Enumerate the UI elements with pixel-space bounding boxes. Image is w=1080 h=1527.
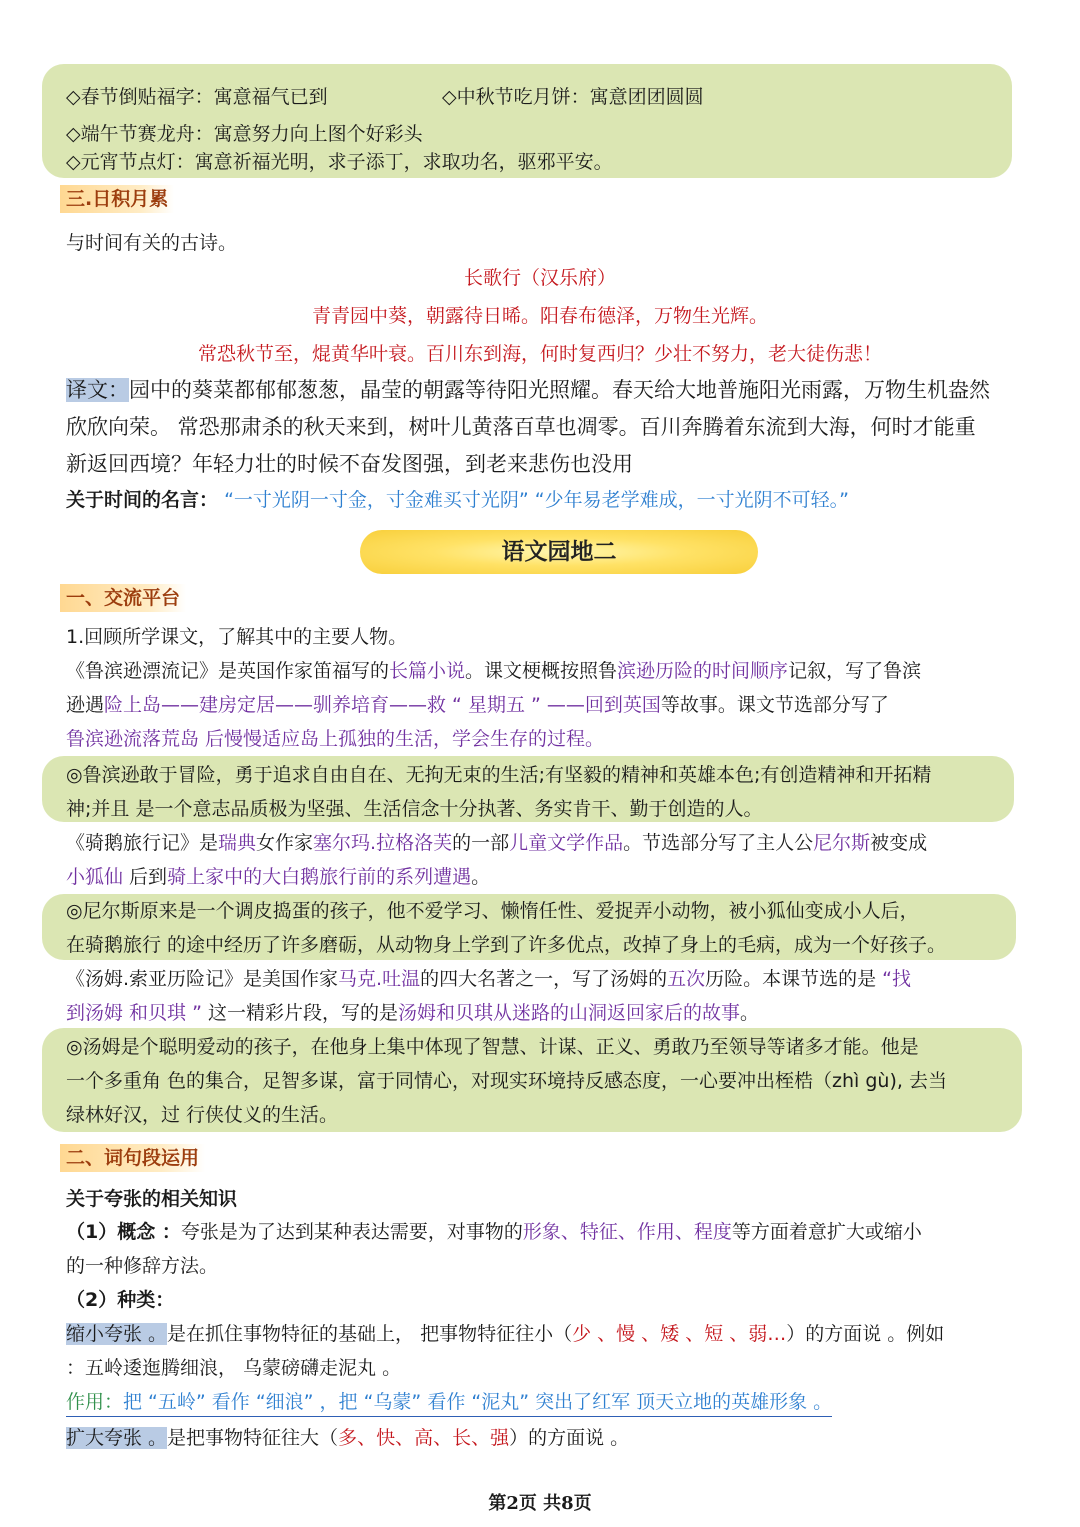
tom-author: 马克.吐温 — [338, 968, 421, 990]
concept-line-2: 的一种修辞方法。 — [66, 1255, 219, 1277]
shrink-line-2: ：五岭逶迤腾细浪， 乌蒙磅礴走泥丸 。 — [66, 1357, 402, 1379]
nils-fairy: 小狐仙 — [66, 866, 124, 888]
nils-text: 后到 — [123, 866, 168, 888]
concept-aspects: 形象、特征、作用、程度 — [522, 1221, 732, 1243]
section-title: 语文园地二 — [360, 530, 758, 574]
tom-text: 《汤姆.索亚历险记》是美国作家 — [66, 968, 339, 990]
quote-label: 关于时间的名言： — [66, 489, 219, 511]
quote-1: “一寸光阴一寸金，寸金难买寸光阴” — [224, 489, 529, 511]
tom-text: 历险。本课节选的是 — [705, 968, 883, 990]
effect-text: 把 “五岭” 看作 “细浪” ，把 “乌蒙” 看作 “泥丸” 突出了红军 顶天立地的英雄形象 。 — [123, 1391, 833, 1413]
translation-line-3: 新返回西境？年轻力壮的时候不奋发图强，到老来悲伤也没用 — [66, 452, 633, 476]
types-label: （2）种类： — [66, 1289, 175, 1311]
expand-text: ）的方面说 。 — [509, 1427, 630, 1449]
poem-line-2: 常恐秋节至，焜黄华叶衰。百川东到海，何时复西归？少壮不努力，老大徒伤悲！ — [197, 343, 882, 365]
page-number: 第2页 共8页 — [488, 1493, 592, 1514]
nils-box-line-2: 在骑鹅旅行 的途中经历了许多磨砺，从动物身上学到了许多优点，改掉了身上的毛病，成为一个好孩子。 — [66, 934, 947, 956]
poem-intro: 与时间有关的古诗。 — [66, 232, 238, 254]
tom-box-line-2: 一个多重角 色的集合，足智多谋，富于同情心，对现实环境持反感态度，一心要冲出桎梏（zhì gù), 去当 — [66, 1070, 947, 1092]
translation-line-2: 欣欣向荣。 常恐那肃杀的秋天来到，树叶儿黄落百草也凋零。百川奔腾着东流到大海，何时才能重 — [66, 415, 976, 439]
poem-title: 长歌行（汉乐府） — [463, 267, 616, 289]
poem-line-1: 青青园中葵，朝露待日晞。阳春布德泽，万物生光辉。 — [311, 305, 768, 327]
nils-text: 。 — [471, 866, 491, 888]
robinson-box-line-1: ◎鲁滨逊敢于冒险，勇于追求自由自在、无拘无束的生活;有坚毅的精神和英雄本色;有创造精神和开拓精 — [66, 764, 932, 786]
concept-line-1 — [66, 1219, 922, 1245]
time-quotes — [66, 487, 849, 513]
tom-text: 这一精彩片段，写的是 — [201, 1002, 398, 1024]
exchange-item-1: 1.回顾所学课文，了解其中的主要人物。 — [66, 626, 408, 648]
shrink-text: ）的方面说 。例如 — [786, 1323, 945, 1345]
translation-line-1 — [66, 377, 990, 403]
shrink-label: 缩小夸张 。 — [66, 1323, 168, 1345]
heading-usage: 二、词句段运用 — [60, 1144, 205, 1172]
nils-text: 被变成 — [870, 832, 928, 854]
tom-box-line-3: 绿林好汉，过 行侠仗义的生活。 — [66, 1104, 339, 1126]
tom-count: 五次 — [667, 968, 706, 990]
festival-spring: ◇春节倒贴福字：寓意福气已到 — [66, 86, 328, 108]
nils-line-1 — [66, 830, 927, 856]
nils-name: 尼尔斯 — [813, 832, 871, 854]
shrink-text: 是在抓住事物特征的基础上， 把事物特征往小（ — [167, 1323, 573, 1345]
robinson-box-line-2: 神;并且 是一个意志品质极为坚强、生活信念十分执著、务实肯干、勤于创造的人。 — [66, 798, 763, 820]
heading-exchange: 一、交流平台 — [60, 584, 186, 612]
quote-2: “少年易老学难成，一寸光阴不可轻。” — [534, 489, 849, 511]
concept-text: 夸张是为了达到某种表达需要，对事物的 — [180, 1221, 523, 1243]
robinson-text: 《鲁滨逊漂流记》是英国作家笛福写的 — [66, 660, 390, 682]
nils-line-2 — [66, 864, 490, 890]
tom-line-2 — [66, 1000, 759, 1026]
concept-label: （1）概念 ： — [66, 1221, 181, 1243]
expand-examples: 多、快、高、长、强 — [338, 1427, 510, 1449]
expand-text: 是把事物特征往大（ — [167, 1427, 339, 1449]
nils-author: 塞尔玛.拉格洛芙 — [313, 832, 453, 854]
robinson-text: 记叙，写了鲁滨 — [788, 660, 922, 682]
tom-title-end: 到汤姆 和贝琪 ” — [66, 1002, 202, 1024]
tom-text: 的四大名著之一，写了汤姆的 — [420, 968, 668, 990]
robinson-line-1 — [66, 658, 921, 684]
nils-country: 瑞典 — [218, 832, 257, 854]
heading-accumulation: 三.日积月累 — [60, 185, 174, 213]
nils-text: 女作家 — [256, 832, 314, 854]
nils-text: 的一部 — [452, 832, 510, 854]
tom-plot: 汤姆和贝琪从迷路的山洞返回家后的故事 — [397, 1002, 740, 1024]
expand-line — [66, 1425, 629, 1451]
festival-lantern: ◇元宵节点灯：寓意祈福光明，求子添丁，求取功名，驱邪平安。 — [66, 151, 613, 173]
tom-line-1 — [66, 966, 911, 992]
hyperbole-subtitle: 关于夸张的相关知识 — [66, 1188, 238, 1210]
tom-box-line-1: ◎汤姆是个聪明爱动的孩子，在他身上集中体现了智慧、计谋、正义、勇敢乃至领导等诸多才能。他是 — [66, 1036, 919, 1058]
robinson-line-2 — [66, 692, 889, 718]
nils-box-line-1: ◎尼尔斯原来是一个调皮捣蛋的孩子，他不爱学习、懒惰任性、爱捉弄小动物，被小狐仙变成小人后， — [66, 900, 919, 922]
robinson-text: 。课文梗概按照鲁 — [465, 660, 618, 682]
robinson-text: 逊遇 — [66, 694, 105, 716]
translation-text-1: 园中的葵菜都郁郁葱葱，晶莹的朝露等待阳光照耀。春天给大地普施阳光雨露，万物生机盎然 — [129, 378, 990, 402]
festival-dragonboat: ◇端午节赛龙舟：寓意努力向上图个好彩头 — [66, 123, 423, 145]
robinson-order: 滨逊历险的时间顺序 — [617, 660, 789, 682]
festival-midautumn: ◇中秋节吃月饼：寓意团团圆圆 — [442, 86, 704, 108]
translation-label: 译文： — [66, 378, 129, 402]
expand-label: 扩大夸张 。 — [66, 1427, 168, 1449]
nils-genre: 儿童文学作品 — [509, 832, 624, 854]
nils-text: 。节选部分写了主人公 — [623, 832, 814, 854]
nils-plot: 骑上家中的大白鹅旅行前的系列遭遇 — [167, 866, 472, 888]
effect-line — [66, 1389, 832, 1417]
robinson-genre: 长篇小说 — [389, 660, 466, 682]
nils-text: 《骑鹅旅行记》是 — [66, 832, 219, 854]
shrink-examples: 少 、慢 、矮 、短 、弱… — [572, 1323, 787, 1345]
tom-text: 。 — [740, 1002, 760, 1024]
effect-label: 作用： — [66, 1391, 124, 1413]
robinson-plot: 险上岛——建房定居——驯养培育——救 “ 星期五 ” ——回到英国 — [104, 694, 661, 716]
concept-text: 等方面着意扩大或缩小 — [731, 1221, 922, 1243]
robinson-line-3: 鲁滨逊流落荒岛 后慢慢适应岛上孤独的生活，学会生存的过程。 — [66, 728, 605, 750]
shrink-line-1 — [66, 1321, 944, 1347]
robinson-text: 等故事。课文节选部分写了 — [660, 694, 889, 716]
tom-title-start: “找 — [882, 968, 912, 990]
